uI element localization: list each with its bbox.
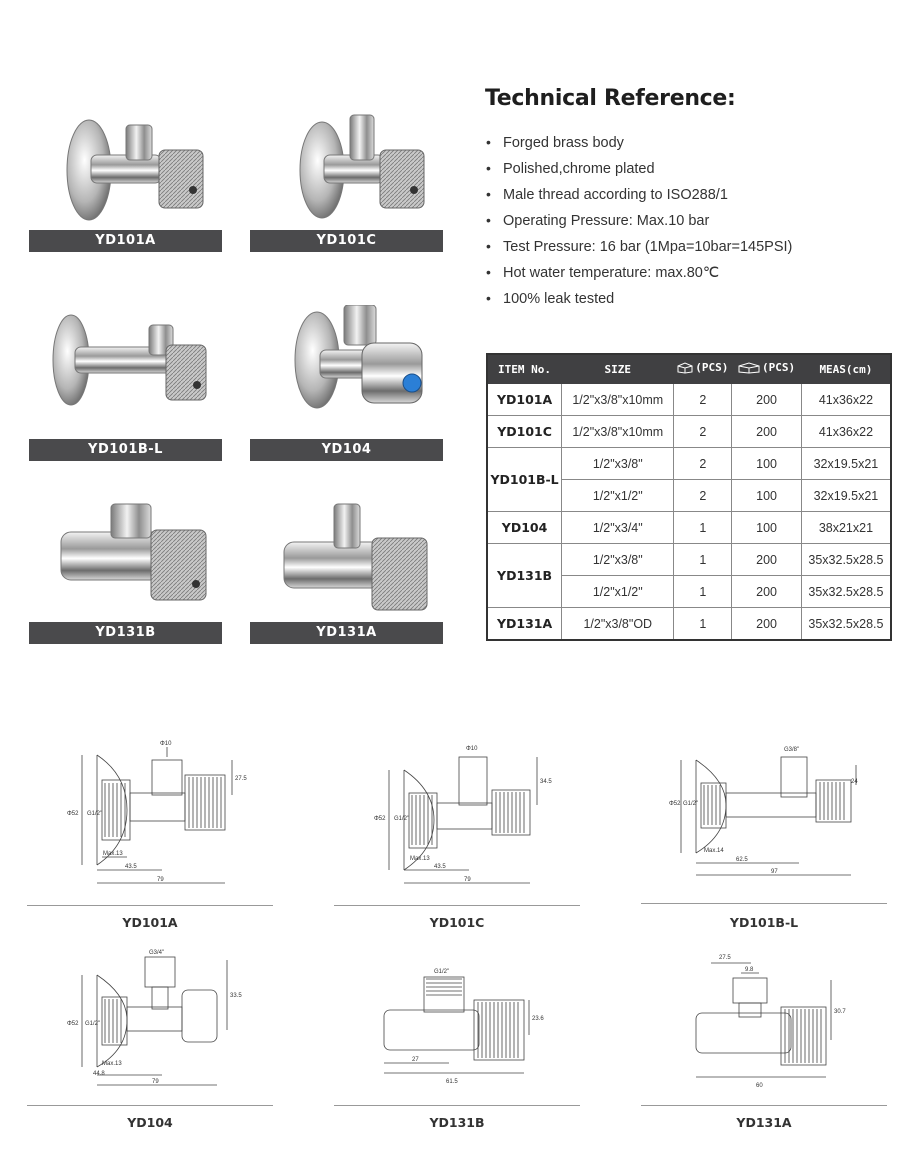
table-row [487, 448, 891, 480]
dim-len2: 79 [152, 1079, 159, 1085]
cell-size: 1/2"x1/2" [562, 576, 674, 608]
dim-d2: G1/2" [394, 816, 410, 822]
technical-drawing [641, 735, 887, 895]
dim-side: 34.5 [540, 779, 552, 785]
product-card-yd131a [250, 497, 443, 644]
dim-side: 30.7 [834, 1009, 846, 1015]
cell-meas: 35x32.5x28.5 [801, 608, 891, 641]
cell-outer: 100 [732, 512, 802, 544]
cell-item: YD104 [487, 512, 562, 544]
drawing-yd101b-l [641, 735, 887, 935]
technical-drawing [334, 945, 580, 1095]
product-card-yd101a [29, 105, 222, 252]
cell-meas: 35x32.5x28.5 [801, 576, 891, 608]
cell-size: 1/2"x3/8"x10mm [562, 384, 674, 416]
cell-meas: 32x19.5x21 [801, 480, 891, 512]
dim-top: G1/2" [434, 969, 450, 975]
dim-len1: 62.5 [736, 857, 748, 863]
dim-len2: 60 [756, 1083, 763, 1089]
technical-drawing [334, 735, 580, 895]
drawing-yd101c [334, 735, 580, 935]
drawing-yd101a [27, 735, 273, 935]
cell-inner: 2 [674, 416, 732, 448]
product-label: YD131A [250, 622, 443, 644]
divider [334, 1105, 580, 1106]
dim-len1: 27 [412, 1057, 419, 1063]
cell-meas: 38x21x21 [801, 512, 891, 544]
cell-meas: 32x19.5x21 [801, 448, 891, 480]
valve-image [250, 300, 443, 425]
drawing-yd131b [334, 945, 580, 1145]
drawing-caption: YD101A [122, 915, 178, 930]
product-label: YD101B-L [29, 439, 222, 461]
dim-max: Max.14 [704, 848, 724, 854]
product-label: YD104 [250, 439, 443, 461]
table-row [487, 608, 891, 641]
table-row [487, 512, 891, 544]
cell-inner: 1 [674, 544, 732, 576]
spec-table [486, 353, 892, 641]
table-row [487, 384, 891, 416]
dim-d1: Φ52 [374, 816, 386, 822]
dim-d2: G1/2" [85, 1021, 101, 1027]
dim-d1: Φ52 [67, 811, 79, 817]
technical-drawing [27, 735, 273, 895]
cell-item: YD101A [487, 384, 562, 416]
dim-max: Max.13 [103, 851, 123, 857]
dim-d1: Φ52 [669, 801, 681, 807]
cell-item: YD101C [487, 416, 562, 448]
dim-d2: G1/2" [87, 811, 103, 817]
dim-len2: 61.5 [446, 1079, 458, 1085]
product-card-yd101c [250, 105, 443, 252]
divider [641, 1105, 887, 1106]
cell-inner: 1 [674, 576, 732, 608]
header-size: SIZE [562, 354, 674, 384]
dim-side: 24 [851, 779, 858, 785]
table-row [487, 416, 891, 448]
dim-len1: 43.5 [434, 864, 446, 870]
cell-meas: 35x32.5x28.5 [801, 544, 891, 576]
bullet-item: • Test Pressure: 16 bar (1Mpa=10bar=145PSI) [486, 238, 793, 255]
cell-inner: 2 [674, 448, 732, 480]
dim-d1: Φ52 [67, 1021, 79, 1027]
cell-size: 1/2"x1/2" [562, 480, 674, 512]
product-label: YD101A [29, 230, 222, 252]
table-header-row [487, 354, 891, 384]
header-item: ITEM No. [487, 354, 562, 384]
inner-box-icon [677, 362, 693, 374]
bullet-item: • Forged brass body [486, 134, 624, 151]
cell-outer: 100 [732, 448, 802, 480]
technical-reference-title: Technical Reference: [485, 86, 736, 111]
product-card-yd131b [29, 497, 222, 644]
dim-top: G3/4" [149, 950, 165, 956]
header-meas: MEAS(cm) [801, 354, 891, 384]
dim-d2: G1/2" [683, 801, 699, 807]
bullet-item: • Operating Pressure: Max.10 bar [486, 212, 710, 229]
valve-image [250, 497, 443, 622]
bullet-item: • 100% leak tested [486, 290, 615, 307]
cell-meas: 41x36x22 [801, 416, 891, 448]
cell-size: 1/2"x3/8"x10mm [562, 416, 674, 448]
drawing-caption: YD104 [127, 1115, 173, 1130]
cell-inner: 1 [674, 512, 732, 544]
drawing-caption: YD131B [429, 1115, 485, 1130]
product-label: YD101C [250, 230, 443, 252]
dim-top: Φ10 [160, 741, 172, 747]
cell-inner: 2 [674, 384, 732, 416]
cell-item: YD131A [487, 608, 562, 641]
dim-side: 33.5 [230, 993, 242, 999]
table-row [487, 544, 891, 576]
dim-len2: 79 [464, 877, 471, 883]
drawing-yd104 [27, 945, 273, 1145]
carton-box-icon [738, 362, 760, 374]
technical-drawing [641, 945, 887, 1095]
cell-outer: 200 [732, 608, 802, 641]
dim-side: 23.6 [532, 1016, 544, 1022]
technical-drawing [27, 945, 273, 1095]
divider [641, 903, 887, 904]
cell-item: YD131B [487, 544, 562, 608]
drawing-caption: YD131A [736, 1115, 792, 1130]
dim-max: Max.13 [102, 1061, 122, 1067]
drawing-caption: YD101B-L [729, 915, 799, 930]
cell-outer: 200 [732, 416, 802, 448]
cell-inner: 2 [674, 480, 732, 512]
technical-reference-list [486, 130, 792, 312]
dim-len2: 97 [771, 869, 778, 875]
divider [27, 905, 273, 906]
cell-item: YD101B-L [487, 448, 562, 512]
valve-image [29, 497, 222, 622]
drawing-yd131a [641, 945, 887, 1145]
dim-max: Max.13 [410, 856, 430, 862]
cell-size: 1/2"x3/8" [562, 448, 674, 480]
cell-outer: 200 [732, 576, 802, 608]
cell-inner: 1 [674, 608, 732, 641]
valve-image [250, 105, 443, 230]
product-label: YD131B [29, 622, 222, 644]
divider [27, 1105, 273, 1106]
cell-meas: 41x36x22 [801, 384, 891, 416]
dim-top: 27.5 [719, 955, 731, 961]
header-inner-pcs: (PCS) [674, 354, 732, 384]
cell-size: 1/2"x3/4" [562, 512, 674, 544]
valve-image [29, 300, 222, 425]
dim-top: Φ10 [466, 746, 478, 752]
bullet-item: • Polished,chrome plated [486, 160, 655, 177]
dim-top: G3/8" [784, 747, 800, 753]
cell-size: 1/2"x3/8"OD [562, 608, 674, 641]
cell-outer: 100 [732, 480, 802, 512]
valve-image [29, 105, 222, 230]
drawing-caption: YD101C [429, 915, 485, 930]
bullet-item: • Hot water temperature: max.80℃ [486, 264, 720, 281]
product-card-yd101b-l [29, 300, 222, 461]
product-card-yd104 [250, 300, 443, 461]
cell-outer: 200 [732, 384, 802, 416]
dim-len1: 44.8 [93, 1071, 105, 1077]
dim-len1: 43.5 [125, 864, 137, 870]
header-outer-pcs: (PCS) [732, 354, 802, 384]
cell-size: 1/2"x3/8" [562, 544, 674, 576]
divider [334, 905, 580, 906]
dim-d1: 9.8 [745, 967, 754, 973]
bullet-item: • Male thread according to ISO288/1 [486, 186, 728, 203]
cell-outer: 200 [732, 544, 802, 576]
dim-side: 27.5 [235, 776, 247, 782]
dim-len2: 79 [157, 877, 164, 883]
